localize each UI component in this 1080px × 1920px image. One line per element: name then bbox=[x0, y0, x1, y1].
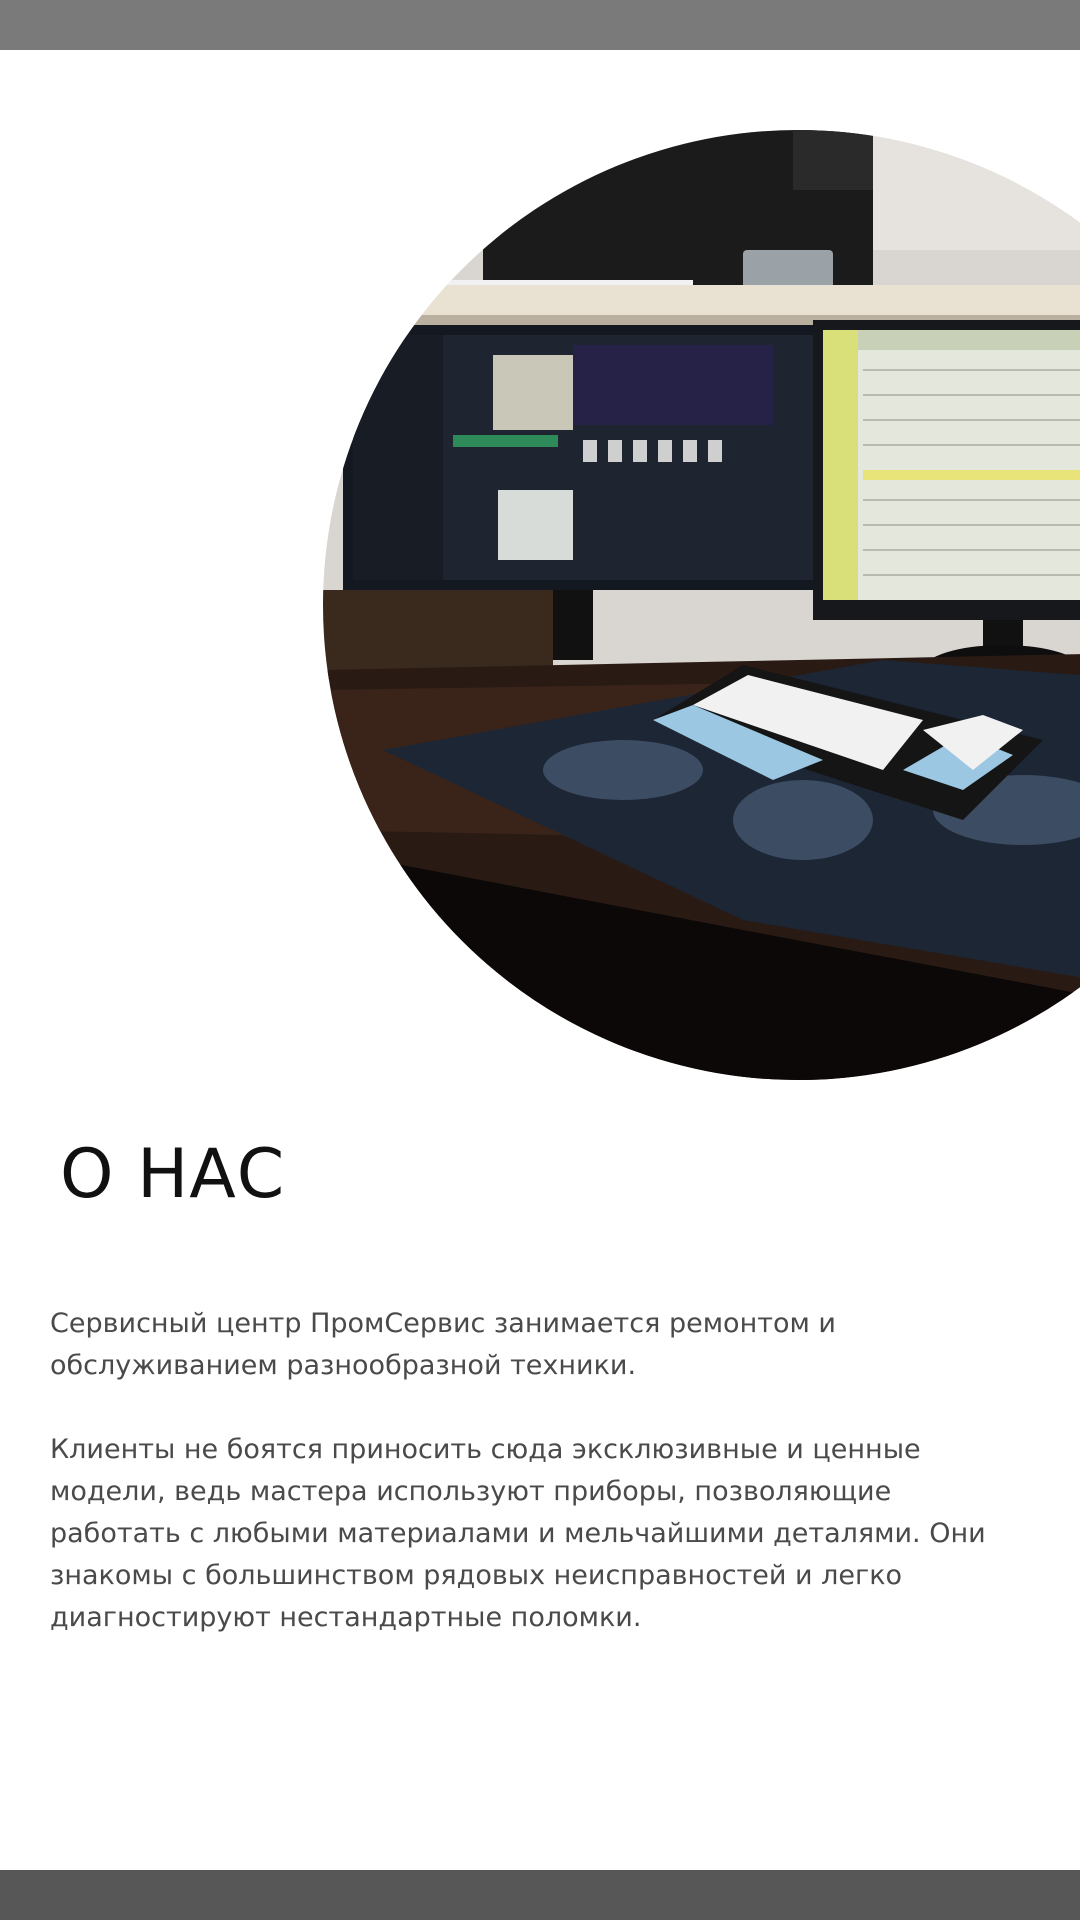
about-paragraph-1: Сервисный центр ПромСервис занимается ремонтом и обслуживанием разнообразной техники. bbox=[50, 1308, 836, 1381]
bottom-bar bbox=[0, 1870, 1080, 1920]
desk-photo-illustration bbox=[323, 130, 1080, 1080]
about-paragraph-2: Клиенты не боятся приносить сюда эксклюзивные и ценные модели, ведь мастера используют приборы, позволяющие работать с любыми материалами и мельчайшими деталями. Они знакомы с большинством рядовых неисправностей и легко диагностируют нестандартные поломки. bbox=[50, 1434, 986, 1633]
hero-image bbox=[323, 130, 1080, 1080]
about-text-block bbox=[50, 1303, 1030, 1681]
about-title: О НАС bbox=[60, 1135, 286, 1214]
